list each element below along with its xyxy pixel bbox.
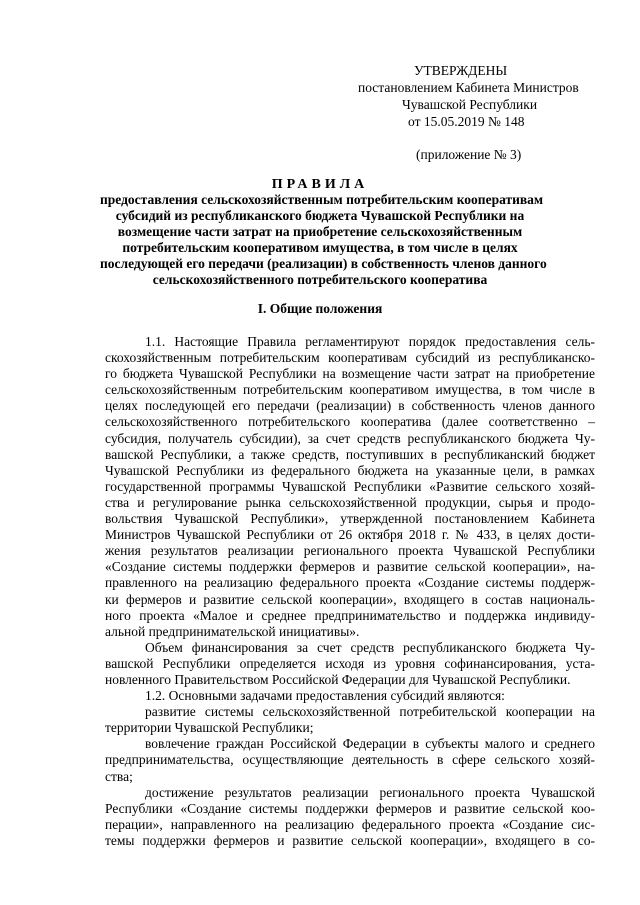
body-line: альной предпринимательской инициативы». (105, 623, 360, 639)
body-line: жения результатов реализации регионального проекта Чувашской Республики (105, 543, 595, 559)
document-body (105, 334, 595, 849)
document-subtitle (100, 192, 547, 288)
approval-date-number: от 15.05.2019 № 148 (408, 114, 525, 129)
body-line: ства; (105, 768, 133, 784)
body-line: достижение результатов реализации регионального проекта Чувашской (145, 784, 595, 800)
subtitle-line: возмещение части затрат на приобретение сельскохозяйственным (117, 224, 523, 239)
subtitle-line: предоставления сельскохозяйственным потребительским кооперативам (100, 192, 544, 207)
body-line: вольствия Чувашской Республики», утвержденной постановлением Кабинета (105, 511, 595, 527)
body-line: ки фермеров и развитие сельской кооперации», входящего в состав националь- (105, 591, 595, 607)
body-line: предпринимательства, осуществляющие деятельность в сфере сельского хозяй- (105, 752, 595, 768)
body-line: субсидия, получатель субсидии), за счет средств республиканского бюджета Чу- (105, 430, 595, 446)
approval-block (330, 62, 600, 163)
appendix-label: (приложение № 3) (416, 147, 522, 162)
body-line: территории Чувашской Республики; (105, 720, 314, 736)
body-line: сельскохозяйственным потребительским кооперативом имущества, в том числе в (105, 382, 595, 398)
subtitle-line: потребительским кооперативом имущества, в том числе в целях (122, 240, 518, 255)
body-line: ства и регулирование рынка сельскохозяйственной продукции, сырья и продо- (105, 494, 595, 510)
document-title: ПРАВИЛА (271, 177, 369, 192)
subtitle-line: сельскохозяйственного потребительского кооператива (152, 272, 488, 287)
body-line: 1.1. Настоящие Правила регламентируют порядок предоставления сель- (145, 334, 595, 349)
body-line: вашской Республики, а также средств, поступивших в республиканский бюджет (105, 446, 595, 462)
body-line: целях последующей его передачи (реализации) в собственность членов данного (105, 398, 595, 414)
body-line: Республики «Создание системы поддержки фермеров и развитие сельской коо- (105, 800, 595, 816)
body-line: скохозяйственным потребительским кооперативам субсидий из республиканско- (105, 350, 595, 366)
body-line: Министров Чувашской Республики от 26 октября 2018 г. № 433, в целях дости- (105, 527, 595, 543)
approval-heading: УТВЕРЖДЕНЫ (414, 63, 508, 78)
body-line: вовлечение граждан Российской Федерации в субъекты малого и среднего (145, 736, 595, 752)
subtitle-line: последующей его передачи (реализации) в собственность членов данного (100, 256, 547, 271)
body-line: 1.2. Основными задачами предоставления субсидий являются: (145, 688, 505, 704)
subtitle-line: субсидий из республиканского бюджета Чувашской Республики на (115, 208, 525, 223)
approval-issuer: постановлением Кабинета Министров (358, 80, 579, 95)
body-line: развитие системы сельскохозяйственной потребительской кооперации на (145, 704, 595, 720)
body-line: Чувашской Республики из федерального бюджета на указанные цели, в рамках (105, 462, 595, 478)
body-line: ного проекта «Малое и среднее предпринимательство и поддержка индивиду- (105, 607, 595, 623)
body-line: вашской Республики определяется исходя из уровня софинансирования, уста- (105, 655, 595, 671)
body-line: государственной программы Чувашской Республики «Развитие сельского хозяй- (105, 478, 595, 494)
body-line: Объем финансирования за счет средств республиканского бюджета Чу- (145, 639, 595, 655)
body-line: темы поддержки фермеров и развитие сельской кооперации», входящего в со- (105, 832, 595, 848)
section-title: I. Общие положения (257, 301, 383, 316)
body-line: перации», направленного на реализацию федерального проекта «Создание сис- (105, 816, 595, 832)
body-line: «Создание системы поддержки фермеров и развитие сельской кооперации», на- (105, 559, 595, 575)
body-line: правленного на реализацию федерального проекта «Создание системы поддерж- (105, 575, 595, 591)
body-line: новленного Правительством Российской Федерации для Чувашской Республики. (105, 671, 571, 687)
approval-region: Чувашской Республики (402, 97, 538, 112)
body-line: сельскохозяйственного потребительского кооператива (далее соответственно – (105, 414, 595, 430)
body-line: го бюджета Чувашской Республики на возмещение части затрат на приобретение (105, 366, 595, 382)
